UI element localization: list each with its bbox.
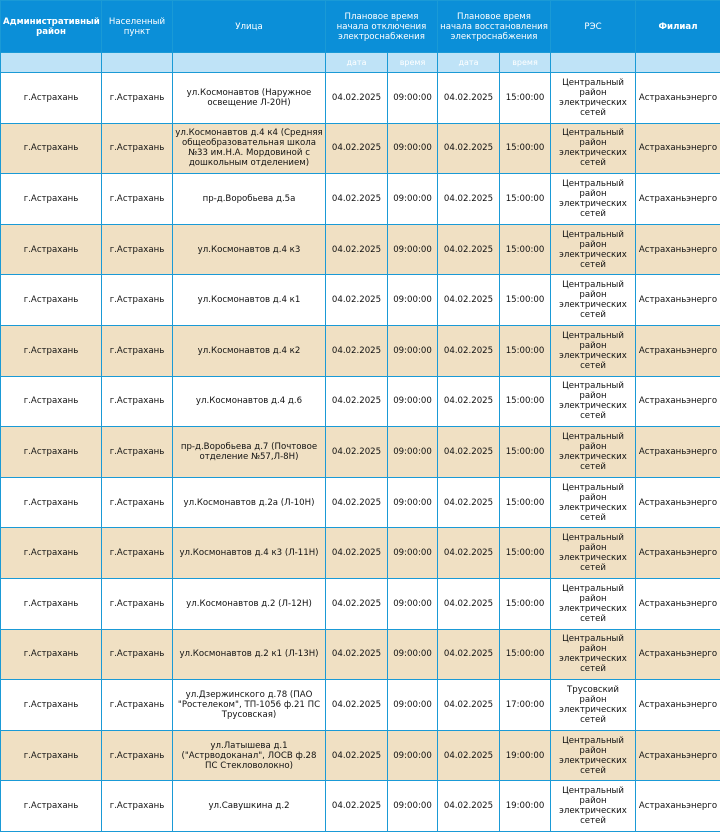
cell-branch: Астраханьэнерго [636, 781, 720, 832]
cell-street: ул.Латышева д.1 ("Астрводоканал", ЛОСВ ф.28 ПС Стекловолокно) [173, 730, 326, 781]
cell-on-time: 15:00:00 [500, 123, 551, 174]
cell-on-date: 04.02.2025 [438, 680, 500, 731]
cell-off-date: 04.02.2025 [326, 730, 388, 781]
sub-blank [173, 53, 326, 73]
table-row [1, 376, 720, 427]
cell-street: ул.Космонавтов д.2 (Л-12Н) [173, 578, 326, 629]
cell-on-date: 04.02.2025 [438, 427, 500, 478]
cell-off-date: 04.02.2025 [326, 376, 388, 427]
cell-branch: Астраханьэнерго [636, 224, 720, 275]
cell-settlement: г.Астрахань [102, 325, 173, 376]
cell-district: г.Астрахань [1, 578, 102, 629]
table-row [1, 629, 720, 680]
cell-off-date: 04.02.2025 [326, 427, 388, 478]
cell-settlement: г.Астрахань [102, 578, 173, 629]
cell-branch: Астраханьэнерго [636, 123, 720, 174]
sub-blank [102, 53, 173, 73]
cell-on-time: 19:00:00 [500, 781, 551, 832]
cell-off-date: 04.02.2025 [326, 275, 388, 326]
cell-on-time: 15:00:00 [500, 325, 551, 376]
cell-off-date: 04.02.2025 [326, 123, 388, 174]
cell-off-date: 04.02.2025 [326, 73, 388, 124]
cell-street: ул.Космонавтов д.2а (Л-10Н) [173, 477, 326, 528]
cell-off-time: 09:00:00 [388, 224, 438, 275]
sub-blank [551, 53, 636, 73]
cell-settlement: г.Астрахань [102, 123, 173, 174]
cell-off-date: 04.02.2025 [326, 224, 388, 275]
cell-res: Центральный район электрических сетей [551, 528, 636, 579]
cell-on-date: 04.02.2025 [438, 325, 500, 376]
col-planned-on: Плановое время начала восстановления электроснабжения [438, 1, 551, 53]
cell-settlement: г.Астрахань [102, 477, 173, 528]
cell-branch: Астраханьэнерго [636, 325, 720, 376]
cell-settlement: г.Астрахань [102, 73, 173, 124]
cell-settlement: г.Астрахань [102, 528, 173, 579]
cell-res: Центральный район электрических сетей [551, 275, 636, 326]
cell-settlement: г.Астрахань [102, 224, 173, 275]
cell-on-date: 04.02.2025 [438, 629, 500, 680]
table-row [1, 73, 720, 124]
cell-branch: Астраханьэнерго [636, 174, 720, 225]
cell-branch: Астраханьэнерго [636, 427, 720, 478]
subheader-row [1, 53, 720, 73]
table-row [1, 224, 720, 275]
cell-district: г.Астрахань [1, 123, 102, 174]
cell-on-time: 15:00:00 [500, 477, 551, 528]
cell-off-date: 04.02.2025 [326, 528, 388, 579]
cell-on-time: 15:00:00 [500, 224, 551, 275]
cell-district: г.Астрахань [1, 477, 102, 528]
cell-on-time: 15:00:00 [500, 376, 551, 427]
cell-street: ул.Космонавтов д.2 к1 (Л-13Н) [173, 629, 326, 680]
cell-branch: Астраханьэнерго [636, 376, 720, 427]
sub-on-date: дата [438, 53, 500, 73]
cell-res: Центральный район электрических сетей [551, 427, 636, 478]
table-row [1, 477, 720, 528]
cell-off-date: 04.02.2025 [326, 578, 388, 629]
cell-on-date: 04.02.2025 [438, 730, 500, 781]
cell-off-time: 09:00:00 [388, 528, 438, 579]
cell-on-time: 15:00:00 [500, 174, 551, 225]
cell-off-date: 04.02.2025 [326, 477, 388, 528]
cell-branch: Астраханьэнерго [636, 578, 720, 629]
cell-street: пр-д.Воробьева д.7 (Почтовое отделение №57,Л-8Н) [173, 427, 326, 478]
cell-street: ул.Космонавтов д.4 к3 [173, 224, 326, 275]
cell-off-time: 09:00:00 [388, 680, 438, 731]
cell-on-time: 15:00:00 [500, 275, 551, 326]
cell-district: г.Астрахань [1, 73, 102, 124]
sub-blank [1, 53, 102, 73]
cell-branch: Астраханьэнерго [636, 629, 720, 680]
cell-on-time: 15:00:00 [500, 528, 551, 579]
cell-res: Центральный район электрических сетей [551, 174, 636, 225]
cell-on-date: 04.02.2025 [438, 376, 500, 427]
cell-settlement: г.Астрахань [102, 629, 173, 680]
col-branch: Филиал [636, 1, 720, 53]
cell-settlement: г.Астрахань [102, 781, 173, 832]
cell-settlement: г.Астрахань [102, 427, 173, 478]
cell-settlement: г.Астрахань [102, 680, 173, 731]
col-planned-off: Плановое время начала отключения электроснабжения [326, 1, 438, 53]
cell-off-time: 09:00:00 [388, 477, 438, 528]
table-row [1, 123, 720, 174]
cell-on-time: 15:00:00 [500, 73, 551, 124]
cell-res: Центральный район электрических сетей [551, 376, 636, 427]
cell-off-time: 09:00:00 [388, 629, 438, 680]
header-row [1, 1, 720, 53]
cell-district: г.Астрахань [1, 680, 102, 731]
cell-district: г.Астрахань [1, 781, 102, 832]
cell-res: Центральный район электрических сетей [551, 73, 636, 124]
cell-settlement: г.Астрахань [102, 174, 173, 225]
cell-street: ул.Космонавтов д.4 к4 (Средняя общеобразовательная школа №33 им.Н.А. Мордовиной с дошкольным отделением) [173, 123, 326, 174]
cell-settlement: г.Астрахань [102, 376, 173, 427]
table-row [1, 578, 720, 629]
sub-off-date: дата [326, 53, 388, 73]
cell-on-date: 04.02.2025 [438, 73, 500, 124]
table-row [1, 174, 720, 225]
cell-off-time: 09:00:00 [388, 73, 438, 124]
cell-on-date: 04.02.2025 [438, 781, 500, 832]
table-row [1, 528, 720, 579]
cell-off-time: 09:00:00 [388, 427, 438, 478]
cell-branch: Астраханьэнерго [636, 477, 720, 528]
cell-branch: Астраханьэнерго [636, 528, 720, 579]
cell-street: ул.Савушкина д.2 [173, 781, 326, 832]
cell-on-date: 04.02.2025 [438, 174, 500, 225]
cell-off-date: 04.02.2025 [326, 680, 388, 731]
cell-district: г.Астрахань [1, 629, 102, 680]
table-row [1, 427, 720, 478]
cell-res: Центральный район электрических сетей [551, 629, 636, 680]
cell-street: пр-д.Воробьева д.5а [173, 174, 326, 225]
cell-res: Центральный район электрических сетей [551, 325, 636, 376]
cell-off-time: 09:00:00 [388, 174, 438, 225]
cell-off-date: 04.02.2025 [326, 174, 388, 225]
table-row [1, 325, 720, 376]
cell-district: г.Астрахань [1, 427, 102, 478]
cell-res: Трусовский район электрических сетей [551, 680, 636, 731]
cell-street: ул.Космонавтов (Наружное освещение Л-20Н) [173, 73, 326, 124]
cell-off-date: 04.02.2025 [326, 325, 388, 376]
cell-district: г.Астрахань [1, 275, 102, 326]
sub-off-time: время [388, 53, 438, 73]
cell-settlement: г.Астрахань [102, 275, 173, 326]
cell-off-time: 09:00:00 [388, 123, 438, 174]
cell-street: ул.Космонавтов д.4 к2 [173, 325, 326, 376]
col-admin-district: Административный район [1, 1, 102, 53]
cell-on-date: 04.02.2025 [438, 578, 500, 629]
cell-off-time: 09:00:00 [388, 578, 438, 629]
cell-on-time: 15:00:00 [500, 578, 551, 629]
table-row [1, 781, 720, 832]
cell-on-date: 04.02.2025 [438, 123, 500, 174]
cell-on-time: 15:00:00 [500, 427, 551, 478]
cell-district: г.Астрахань [1, 325, 102, 376]
cell-street: ул.Дзержинского д.78 (ПАО "Ростелеком", ТП-1056 ф.21 ПС Трусовская) [173, 680, 326, 731]
cell-branch: Астраханьэнерго [636, 275, 720, 326]
sub-blank [636, 53, 720, 73]
cell-res: Центральный район электрических сетей [551, 730, 636, 781]
cell-district: г.Астрахань [1, 376, 102, 427]
cell-res: Центральный район электрических сетей [551, 224, 636, 275]
cell-on-time: 17:00:00 [500, 680, 551, 731]
cell-off-time: 09:00:00 [388, 376, 438, 427]
cell-settlement: г.Астрахань [102, 730, 173, 781]
cell-res: Центральный район электрических сетей [551, 578, 636, 629]
cell-res: Центральный район электрических сетей [551, 781, 636, 832]
col-street: Улица [173, 1, 326, 53]
cell-branch: Астраханьэнерго [636, 680, 720, 731]
cell-street: ул.Космонавтов д.4 к3 (Л-11Н) [173, 528, 326, 579]
cell-off-date: 04.02.2025 [326, 629, 388, 680]
cell-off-time: 09:00:00 [388, 275, 438, 326]
col-res: РЭС [551, 1, 636, 53]
cell-district: г.Астрахань [1, 730, 102, 781]
table-row [1, 680, 720, 731]
sub-on-time: время [500, 53, 551, 73]
cell-district: г.Астрахань [1, 528, 102, 579]
cell-district: г.Астрахань [1, 174, 102, 225]
cell-off-time: 09:00:00 [388, 730, 438, 781]
cell-off-time: 09:00:00 [388, 325, 438, 376]
cell-off-date: 04.02.2025 [326, 781, 388, 832]
col-settlement: Населенный пункт [102, 1, 173, 53]
cell-district: г.Астрахань [1, 224, 102, 275]
cell-off-time: 09:00:00 [388, 781, 438, 832]
cell-res: Центральный район электрических сетей [551, 477, 636, 528]
cell-branch: Астраханьэнерго [636, 73, 720, 124]
cell-on-date: 04.02.2025 [438, 275, 500, 326]
cell-on-time: 19:00:00 [500, 730, 551, 781]
cell-branch: Астраханьэнерго [636, 730, 720, 781]
cell-on-date: 04.02.2025 [438, 528, 500, 579]
table-row [1, 275, 720, 326]
cell-street: ул.Космонавтов д.4 к1 [173, 275, 326, 326]
cell-res: Центральный район электрических сетей [551, 123, 636, 174]
cell-on-date: 04.02.2025 [438, 224, 500, 275]
table-row [1, 730, 720, 781]
cell-on-date: 04.02.2025 [438, 477, 500, 528]
cell-on-time: 15:00:00 [500, 629, 551, 680]
cell-street: ул.Космонавтов д.4 д.6 [173, 376, 326, 427]
